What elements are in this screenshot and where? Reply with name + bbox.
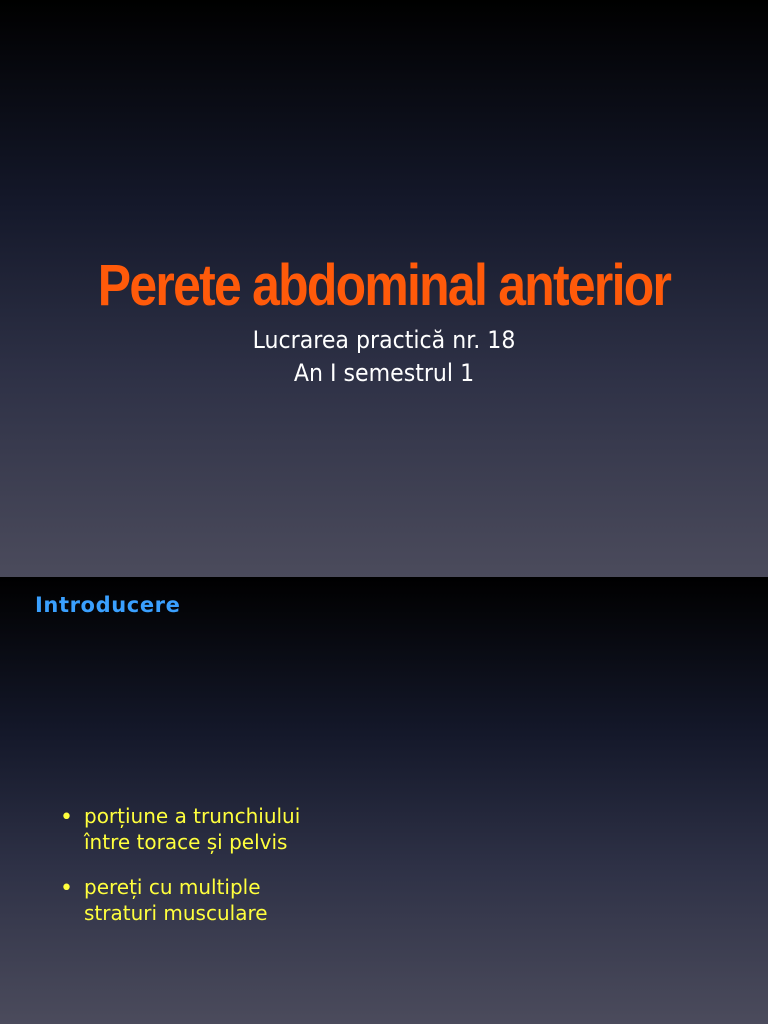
subtitle-line-2: An I semestrul 1	[293, 359, 475, 387]
bullet-item	[60, 803, 300, 855]
bullet-line: porțiune a trunchiului	[84, 804, 301, 828]
bullet-item	[60, 874, 300, 926]
bullet-dot-icon: •	[60, 876, 73, 901]
bullet-list	[60, 803, 300, 945]
section-heading: Introducere	[35, 593, 181, 617]
bullet-line: între torace și pelvis	[84, 830, 288, 854]
introduction-slide	[0, 577, 768, 1024]
bullet-line: pereți cu multiple	[84, 875, 261, 899]
slide-title: Perete abdominal anterior	[97, 253, 671, 318]
bullet-line: straturi musculare	[84, 901, 268, 925]
bullet-dot-icon: •	[60, 805, 73, 830]
subtitle-line-1: Lucrarea practică nr. 18	[252, 326, 516, 354]
